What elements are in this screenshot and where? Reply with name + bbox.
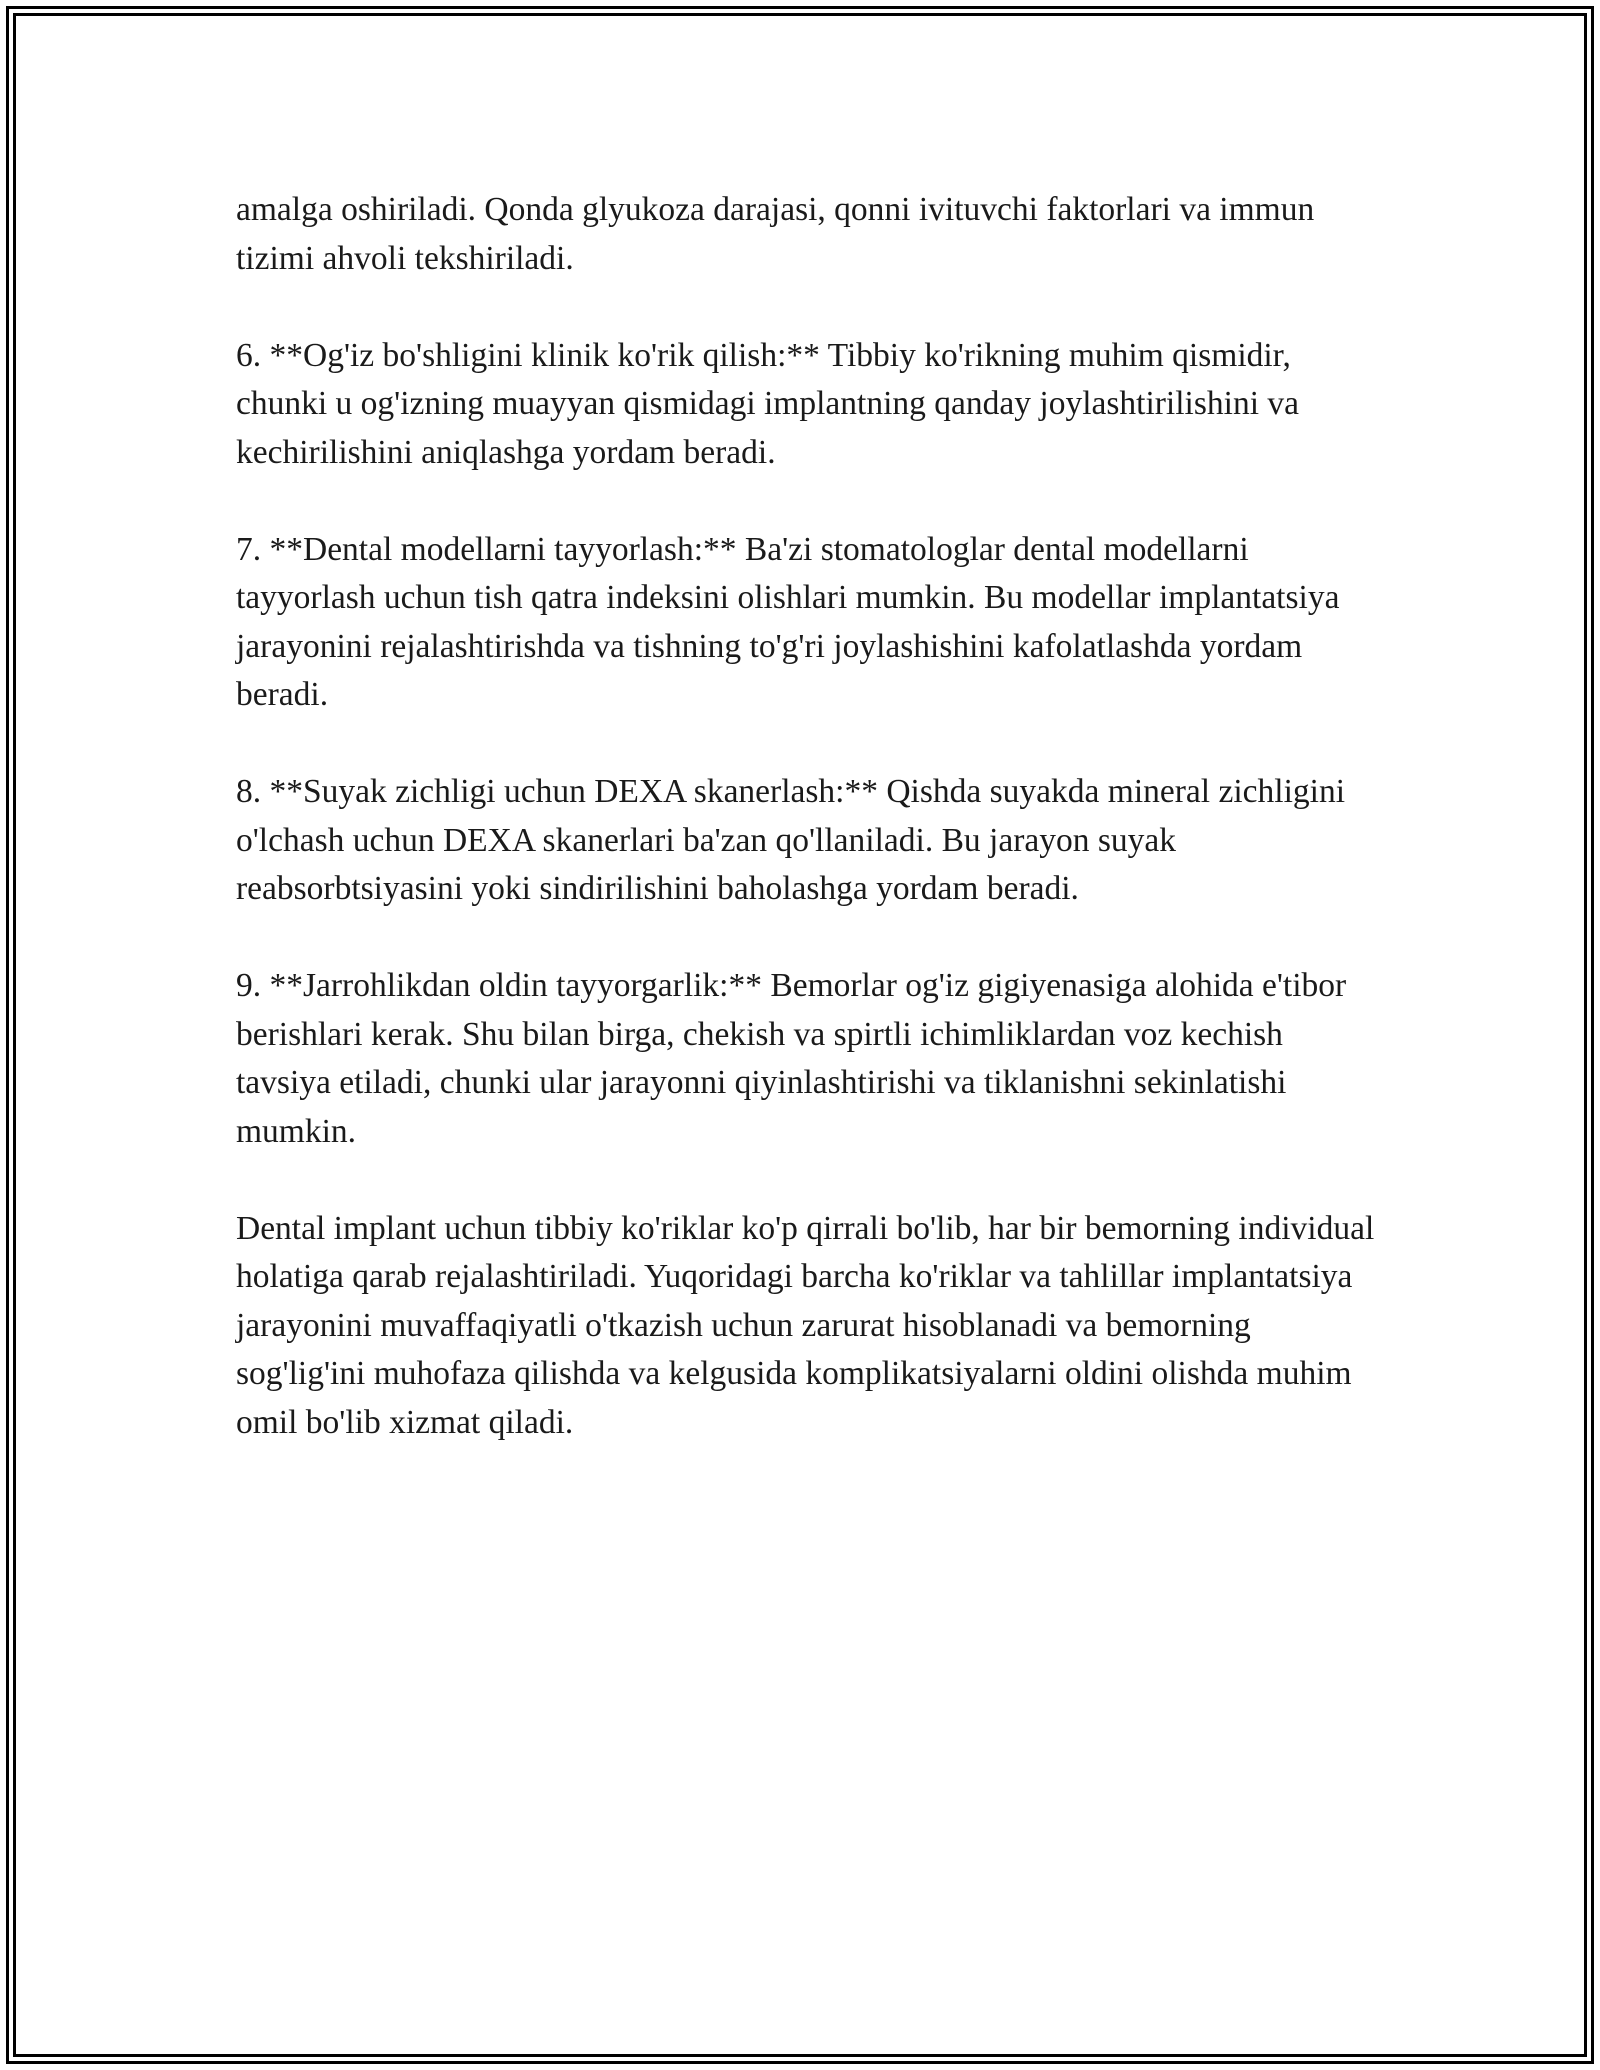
paragraph-item-6: 6. **Og'iz bo'shligini klinik ko'rik qilish:** Tibbiy ko'rikning muhim qismidir, chunki u og'izning muayyan qismidagi implantning qanday joylashtirilishini va kechirilishini aniqlashga yordam beradi. — [236, 336, 1300, 471]
paragraph-item-9: 9. **Jarrohlikdan oldin tayyorgarlik:** Bemorlar og'iz gigiyenasiga alohida e'tibor berishlari kerak. Shu bilan birga, chekish va spirtli ichimliklardan voz kechish tavsiya etiladi, chunki ular jarayonni qiyinlashtirishi va tiklanishni sekinlatishi mumkin. — [236, 967, 1347, 1150]
paragraph-item-8: 8. **Suyak zichligi uchun DEXA skanerlash:** Qishda suyakda mineral zichligini o'lchash uchun DEXA skanerlari ba'zan qo'llaniladi. Bu jarayon suyak reabsorbtsiyasini yoki sindirilishini baholashga yordam beradi. — [236, 773, 1346, 907]
paragraph-item-7: 7. **Dental modellarni tayyorlash:** Ba'zi stomatologlar dental modellarni tayyorlash uchun tish qatra indeksini olishlari mumkin. Bu modellar implantatsiya jarayonini rejalashtirishda va tishning to'g'ri joylashishini kafolatlashda yordam beradi. — [236, 530, 1340, 713]
paragraph-continuation: amalga oshiriladi. Qonda glyukoza darajasi, qonni ivituvchi faktorlari va immun tizimi ahvoli tekshiriladi. — [236, 191, 1315, 277]
document-body — [236, 186, 1386, 1447]
paragraph-conclusion: Dental implant uchun tibbiy ko'riklar ko'p qirrali bo'lib, har bir bemorning individual holatiga qarab rejalashtiriladi. Yuqoridagi barcha ko'riklar va tahlillar implantatsiya jarayonini muvaffaqiyatli o'tkazish uchun zarurat hisoblanadi va bemorning sog'lig'ini muhofaza qilishda va kelgusida komplikatsiyalarni oldini olishda muhim omil bo'lib xizmat qiladi. — [236, 1209, 1375, 1441]
